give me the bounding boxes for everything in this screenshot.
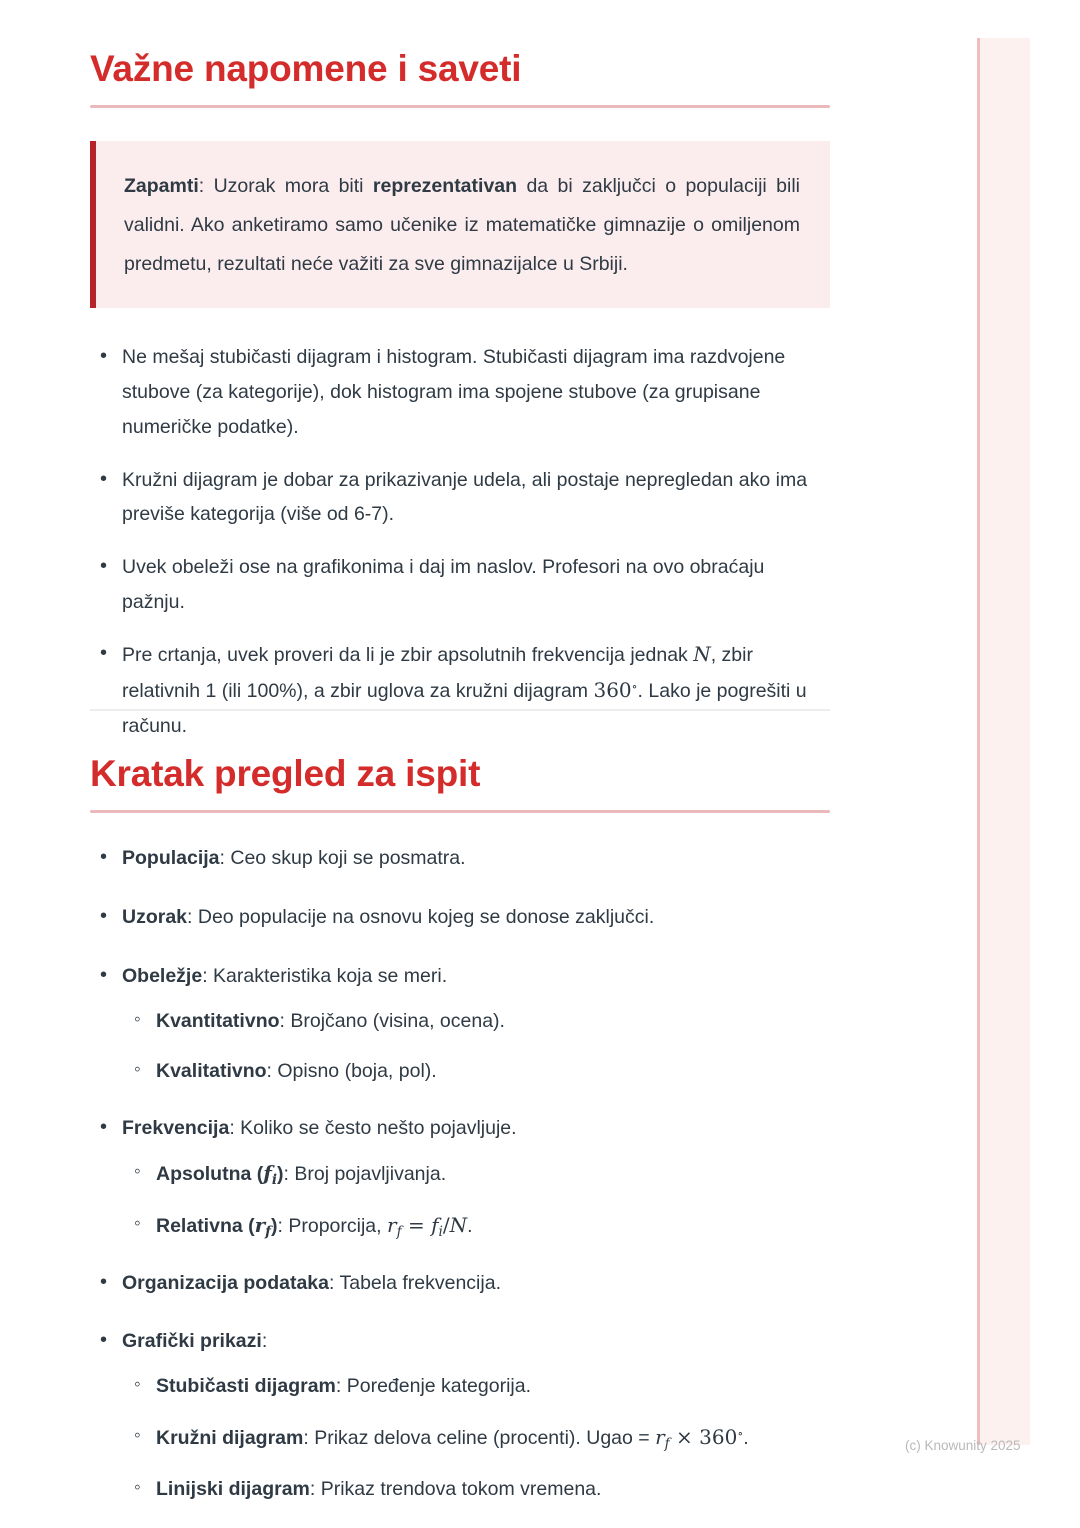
math-f: f xyxy=(263,1160,272,1185)
list-item xyxy=(122,1054,830,1089)
formula-kruzni-rest xyxy=(670,1425,744,1449)
math-360-value: 360 xyxy=(593,678,632,703)
glossary-term-populacija: Populacija xyxy=(122,847,220,870)
formula-kruzni-r-sub: f xyxy=(664,1435,670,1452)
tip-text-3: Uvek obeleži ose na grafikonima i daj im naslov. Profesori na ovo obraćaju pažnju. xyxy=(122,555,765,613)
formula-n: N xyxy=(449,1212,468,1237)
formula-f: f xyxy=(431,1212,439,1237)
degree-symbol: ∘ xyxy=(631,679,638,694)
math-r: r xyxy=(254,1212,266,1237)
math-360-degrees xyxy=(593,678,637,702)
math-sub-f: f xyxy=(265,1223,272,1240)
glossary-def-obelezje: : Karakteristika koja se meri. xyxy=(202,964,448,987)
subterm-kvalitativno: Kvalitativno xyxy=(156,1060,267,1083)
glossary-term-organizacija: Organizacija podataka xyxy=(122,1271,329,1294)
subterm-relativna-suffix: ) xyxy=(271,1214,278,1237)
math-sub-i: i xyxy=(271,1171,278,1188)
subdef-apsolutna: : Broj pojavljivanja. xyxy=(283,1162,447,1185)
subdef-stubicasti: : Poređenje kategorija. xyxy=(335,1375,532,1398)
subterm-apsolutna xyxy=(156,1160,284,1188)
glossary-def-organizacija: : Tabela frekvencija. xyxy=(329,1271,501,1294)
page-title: Važne napomene i saveti xyxy=(90,48,522,89)
degree-symbol: ∘ xyxy=(737,1426,744,1441)
section-separator xyxy=(90,709,830,711)
list-item xyxy=(90,841,830,876)
glossary-term-graficki-prikazi: Grafički prikazi xyxy=(122,1330,262,1353)
list-item xyxy=(90,550,830,619)
decorative-right-band xyxy=(977,38,1030,1445)
formula-kruzni-r-base: r xyxy=(655,1424,665,1449)
glossary-term-frekvencija: Frekvencija xyxy=(122,1116,230,1139)
list-item xyxy=(90,463,830,532)
obelezje-sublist xyxy=(122,1004,830,1089)
tip-text-4-part1: Pre crtanja, uvek proveri da li je zbir apsolutnih frekvencija jednak xyxy=(122,644,694,667)
subdef-linijski: : Prikaz trendova tokom vremena. xyxy=(309,1477,602,1500)
glossary-def-graficki-prikazi: : xyxy=(261,1330,268,1353)
formula-r-sub: f xyxy=(396,1223,402,1240)
callout-emphasis: reprezentativan xyxy=(372,175,518,198)
formula-360: 360 xyxy=(699,1424,738,1449)
title-divider xyxy=(90,105,830,108)
subterm-relativna-prefix: Relativna ( xyxy=(156,1214,255,1237)
callout-text-tail: da bi zaključci o populaciji bili validni. Ako anketiramo samo učenike iz matematičke gimnazije o omiljenom predmetu, rezultati neće važiti za sve gimnazijalce u Srbiji. xyxy=(124,175,800,276)
subterm-apsolutna-suffix: ) xyxy=(277,1162,284,1185)
subdef-kruzni-tail: . xyxy=(743,1426,749,1449)
tip-text-2: Kružni dijagram je dobar za prikazivanje udela, ali postaje nepregledan ako ima previše kategorija (više od 6-7). xyxy=(122,468,808,526)
callout-zapamti xyxy=(90,141,830,308)
graficki-prikazi-sublist xyxy=(122,1369,830,1506)
subdef-kruzni: : Prikaz delova celine (procenti). Ugao = xyxy=(303,1426,656,1449)
formula-relativna xyxy=(387,1212,468,1240)
subterm-stubicasti: Stubičasti dijagram xyxy=(156,1375,336,1398)
section2-divider xyxy=(90,810,830,813)
list-item xyxy=(122,1004,830,1039)
list-item xyxy=(122,1472,830,1507)
subterm-kvantitativno: Kvantitativno xyxy=(156,1009,280,1032)
glossary-term-obelezje: Obeležje xyxy=(122,964,203,987)
subdef-relativna: : Proporcija, xyxy=(277,1214,387,1237)
glossary-def-frekvencija: : Koliko se često nešto pojavljuje. xyxy=(229,1116,517,1139)
formula-times: × xyxy=(669,1424,700,1449)
math-n: N xyxy=(693,642,711,667)
list-item xyxy=(90,1266,830,1301)
section-vazne-napomene xyxy=(90,48,830,743)
math-r-f xyxy=(254,1212,272,1240)
subterm-kruzni: Kružni dijagram xyxy=(156,1426,304,1449)
tip-text-4-part2: , zbir relativnih 1 (ili 100%), a zbir uglova za kružni dijagram xyxy=(122,644,753,703)
formula-kruzni-r xyxy=(655,1424,670,1452)
callout-text xyxy=(124,167,800,284)
formula-r: r xyxy=(387,1212,397,1237)
formula-divide: / xyxy=(442,1212,450,1237)
callout-text-after-lead: : Uzorak mora biti xyxy=(198,175,373,198)
subdef-kvantitativno: : Brojčano (visina, ocena). xyxy=(279,1009,505,1032)
subdef-kvalitativno: : Opisno (boja, pol). xyxy=(266,1060,437,1083)
callout-lead: Zapamti xyxy=(124,175,199,198)
section-kratak-pregled xyxy=(90,753,830,1506)
list-item xyxy=(90,1324,830,1506)
list-item xyxy=(90,900,830,935)
math-f-i xyxy=(263,1160,278,1188)
list-item xyxy=(90,959,830,1089)
glossary-term-uzorak: Uzorak xyxy=(122,906,188,929)
section2-title: Kratak pregled za ispit xyxy=(90,753,481,794)
tips-list xyxy=(90,340,830,743)
glossary-list xyxy=(90,841,830,1506)
list-item xyxy=(90,1111,830,1244)
list-item xyxy=(122,1369,830,1404)
subterm-apsolutna-prefix: Apsolutna ( xyxy=(156,1162,264,1185)
tip-text-4-part3: . Lako je pogrešiti u računu. xyxy=(122,680,807,737)
subterm-relativna xyxy=(156,1212,278,1240)
formula-equals: = xyxy=(401,1212,432,1237)
list-item xyxy=(122,1208,830,1244)
tip-text-1: Ne mešaj stubičasti dijagram i histogram. Stubičasti dijagram ima razdvojene stubove (za kategorije), dok histogram ima spojene stubove (za grupisane numeričke podatke). xyxy=(122,346,786,438)
frekvencija-sublist xyxy=(122,1156,830,1244)
list-item xyxy=(90,340,830,444)
list-item xyxy=(122,1420,830,1456)
list-item xyxy=(122,1156,830,1192)
subdef-relativna-tail: . xyxy=(467,1214,473,1237)
subterm-linijski: Linijski dijagram xyxy=(156,1477,310,1500)
list-item xyxy=(90,637,830,743)
glossary-def-uzorak: : Deo populacije na osnovu kojeg se donose zaključci. xyxy=(187,906,655,929)
copyright-watermark: (c) Knowunity 2025 xyxy=(905,1438,1021,1453)
formula-f-sub: i xyxy=(438,1223,443,1240)
glossary-def-populacija: : Ceo skup koji se posmatra. xyxy=(219,847,466,870)
